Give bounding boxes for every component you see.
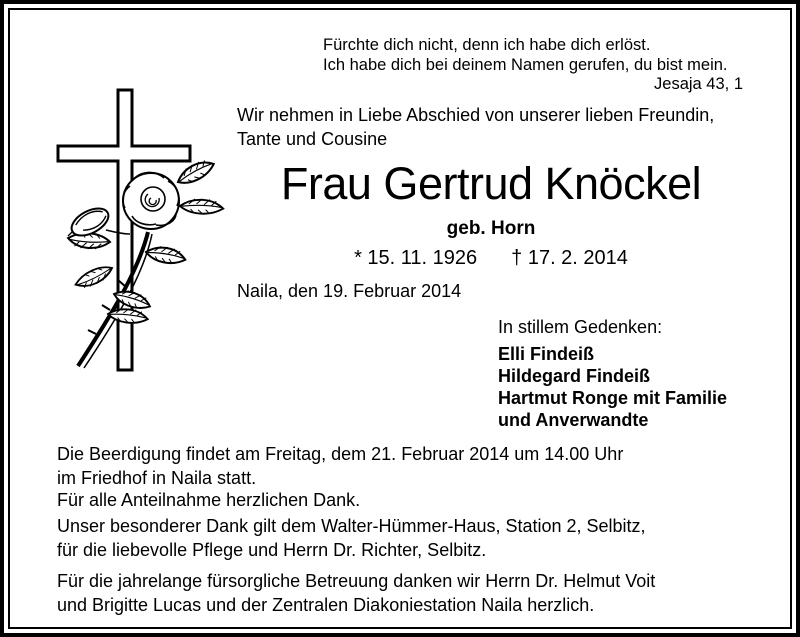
cross-and-roses-illustration [48, 82, 236, 388]
scripture-quote [323, 36, 743, 95]
deceased-name: Frau Gertrud Knöckel [280, 158, 702, 209]
mourner-name: Elli Findeiß [498, 344, 595, 364]
special-thanks-paragraph [57, 514, 646, 562]
death-date: † 17. 2. 2014 [511, 246, 628, 269]
inner-border-frame [8, 8, 792, 629]
funeral-info-paragraph [57, 442, 623, 490]
care-thanks-paragraph [57, 569, 655, 617]
paragraph-line: Für alle Anteilnahme herzlichen Dank. [57, 490, 361, 510]
birth-date: * 15. 11. 1926 [354, 246, 478, 269]
intro-text [237, 103, 714, 151]
paragraph-line: und Brigitte Lucas und der Zentralen Diakoniestation Naila herzlich. [57, 595, 595, 615]
mourner-name: und Anverwandte [498, 410, 649, 430]
paragraph-line: für die liebevolle Pflege und Herrn Dr. Richter, Selbitz. [57, 540, 487, 560]
paragraph-line: Für die jahrelange fürsorgliche Betreuung danken wir Herrn Dr. Helmut Voit [57, 571, 656, 591]
mourner-list [498, 343, 727, 431]
intro-line: Tante und Cousine [237, 129, 388, 149]
maiden-name: geb. Horn [446, 217, 536, 239]
paragraph-line: Die Beerdigung findet am Freitag, dem 21. Februar 2014 um 14.00 Uhr [57, 444, 624, 464]
deceased-block [230, 160, 752, 270]
quote-line: Ich habe dich bei deinem Namen gerufen, du bist mein. [323, 55, 728, 74]
place-date-line: Naila, den 19. Februar 2014 [237, 281, 462, 301]
intro-line: Wir nehmen in Liebe Abschied von unserer lieben Freundin, [237, 105, 715, 125]
memorial-heading: In stillem Gedenken: [498, 317, 663, 337]
quote-line: Fürchte dich nicht, denn ich habe dich erlöst. [323, 36, 651, 54]
mourner-name: Hartmut Ronge mit Familie [498, 388, 728, 408]
mourner-name: Hildegard Findeiß [498, 366, 651, 386]
paragraph-line: im Friedhof in Naila statt. [57, 468, 257, 488]
memorial-section [498, 316, 727, 431]
paragraph-line: Unser besonderer Dank gilt dem Walter-Hümmer-Haus, Station 2, Selbitz, [57, 516, 646, 536]
thanks-paragraph [57, 488, 360, 512]
life-dates [230, 247, 752, 270]
quote-citation: Jesaja 43, 1 [654, 75, 743, 93]
